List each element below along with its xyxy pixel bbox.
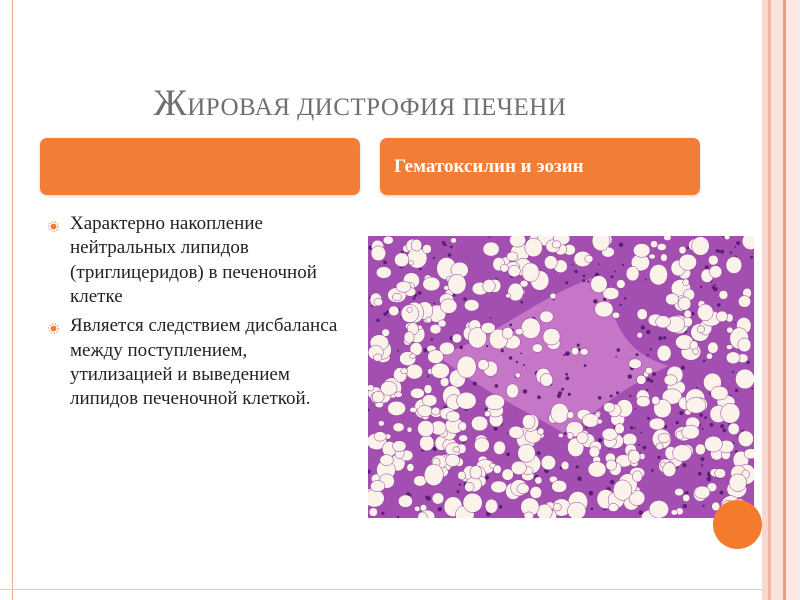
stripe <box>771 0 783 600</box>
tab-stain[interactable] <box>380 138 700 195</box>
stripe <box>786 0 800 600</box>
tab-left[interactable] <box>40 138 360 195</box>
bullet-list <box>44 212 354 417</box>
list-item <box>44 212 354 309</box>
frame-bottom-line <box>0 589 800 590</box>
list-item <box>44 314 354 411</box>
histology-image <box>368 236 754 518</box>
micrograph <box>368 236 754 518</box>
bullet-text: Является следствием дисбаланса между поступлением, утилизацией и выведением липидов печеночной клеткой. <box>70 315 338 410</box>
decor-stripes <box>762 0 800 600</box>
title-initial: Ж <box>153 83 188 124</box>
sun-bullet-icon <box>48 323 59 334</box>
frame-left-line <box>12 0 13 600</box>
bullet-text: Характерно накопление нейтральных липидов (триглицеридов) в печеночной клетке <box>70 213 317 307</box>
decor-circle <box>713 500 762 549</box>
tab-stain-label: Гематоксилин и эозин <box>394 155 584 177</box>
sun-bullet-icon <box>48 221 59 232</box>
slide-title <box>40 82 680 125</box>
title-rest: ИРОВАЯ ДИСТРОФИЯ ПЕЧЕНИ <box>187 94 567 121</box>
